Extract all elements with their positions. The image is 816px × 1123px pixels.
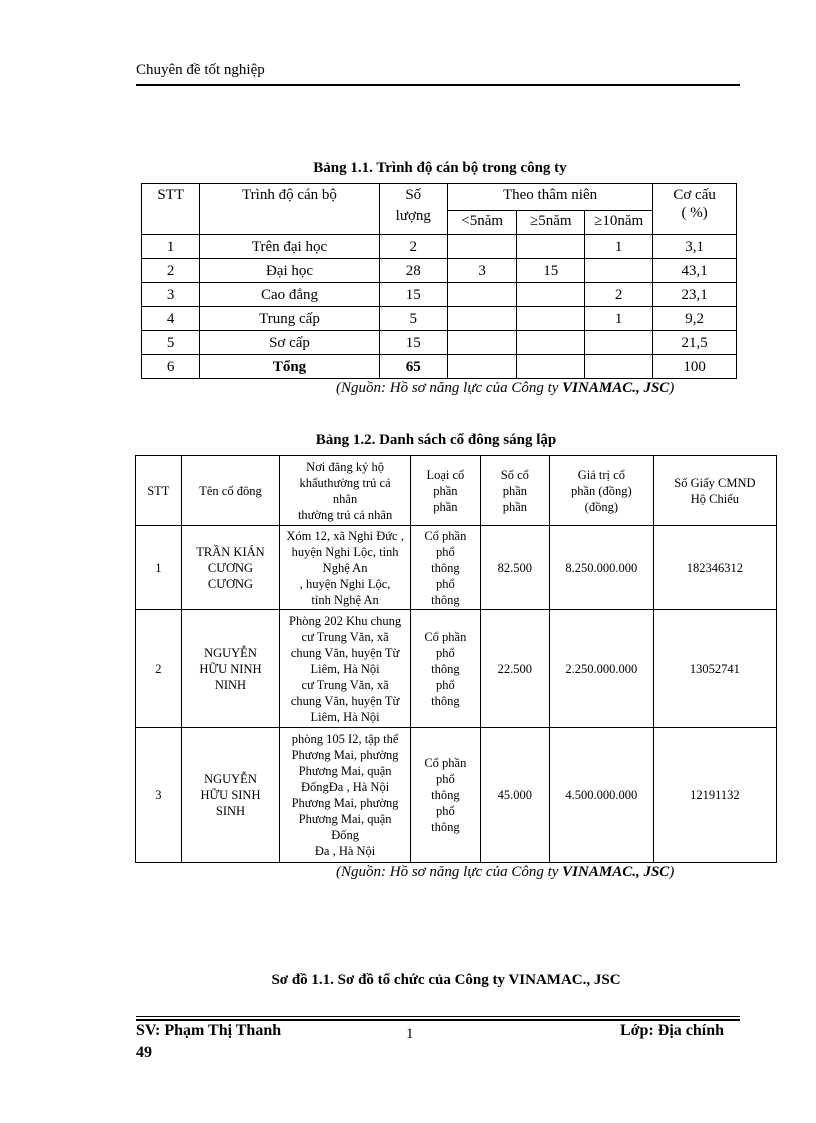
line: phần (433, 483, 458, 498)
table1-header-ge5: ≥5năm (517, 211, 585, 235)
ratio-cell: 43,1 (653, 259, 737, 283)
table1-header-ratio-line1: Cơ cấu (673, 187, 716, 203)
line: Hộ Chiếu (690, 491, 740, 506)
ge10-cell: 1 (585, 307, 653, 331)
table2-header-id (653, 456, 776, 526)
line: phổ (435, 677, 455, 692)
table1-header-lt5: <5năm (447, 211, 517, 235)
stt-cell: 4 (142, 307, 200, 331)
line: phần (502, 483, 528, 498)
ge10-cell (585, 259, 653, 283)
stt-cell: 3 (136, 728, 182, 863)
table1-header-ratio-line2: ( %) (681, 205, 708, 221)
stt-cell: 3 (142, 283, 200, 307)
line: phổ (435, 544, 455, 559)
table-row (142, 307, 737, 331)
table1-header-stt: STT (142, 184, 200, 235)
table-row (136, 728, 777, 863)
line: Cổ phần (424, 629, 467, 644)
count-cell: 5 (379, 307, 447, 331)
table1-header-ge10: ≥10năm (585, 211, 653, 235)
table2-caption: Bảng 1.2. Danh sách cổ đông sáng lập (315, 432, 557, 448)
table2-source-suffix: ) (669, 864, 675, 880)
line: thông (431, 661, 460, 676)
line: phòng 105 I2, tập thể (291, 732, 399, 746)
ratio-cell: 9,2 (653, 307, 737, 331)
line: HỮU SINH (200, 788, 261, 802)
line: Giá trị cổ (577, 467, 625, 482)
line: thông (431, 693, 460, 708)
line: Phương Mai, phường (291, 796, 399, 810)
table1-header-count-line2: lượng (395, 208, 431, 224)
name-cell (181, 526, 280, 610)
line: tỉnh Nghệ An (311, 592, 379, 607)
count-cell: 15 (379, 283, 447, 307)
line: phổ (435, 772, 455, 786)
line: SINH (215, 804, 246, 818)
share-count-cell: 22.500 (480, 610, 549, 728)
line: NGUYỄN (204, 645, 257, 660)
line: Liêm, Hà Nội (310, 661, 380, 676)
line: cư Trung Văn, xã (301, 629, 389, 644)
share-count-cell: 45.000 (480, 728, 549, 863)
lt5-cell (447, 355, 517, 379)
document-header-title: Chuyên đề tốt nghiệp (136, 62, 265, 78)
line: Loại cổ (426, 467, 465, 482)
ge5-cell (517, 355, 585, 379)
address-cell (280, 728, 411, 863)
ge10-cell (585, 331, 653, 355)
table1-header-level: Trình độ cán bộ (200, 184, 379, 235)
ratio-cell: 23,1 (653, 283, 737, 307)
stt-cell: 2 (142, 259, 200, 283)
table2-header-address (280, 456, 411, 526)
lt5-cell (447, 307, 517, 331)
table-row (142, 259, 737, 283)
table2-header-share-value (549, 456, 653, 526)
line: Nơi đăng ký hộ (306, 459, 384, 474)
line: TRẦN KIÁN (196, 544, 265, 559)
line: NINH (214, 677, 247, 692)
footer-student-number: 49 (136, 1044, 152, 1061)
table1-source-suffix: ) (669, 380, 675, 396)
staff-qualification-table (141, 183, 737, 379)
line: thông (431, 820, 460, 834)
share-value-cell: 8.250.000.000 (549, 526, 653, 610)
level-cell: Tổng (200, 355, 379, 379)
share-value-cell: 4.500.000.000 (549, 728, 653, 863)
count-cell: 15 (379, 331, 447, 355)
page-number: 1 (406, 1026, 414, 1042)
line: cư Trung Văn, xã (301, 677, 389, 692)
lt5-cell (447, 283, 517, 307)
ge5-cell (517, 331, 585, 355)
ge5-cell (517, 283, 585, 307)
footer-student: SV: Phạm Thị Thanh (136, 1022, 282, 1039)
table-row (142, 283, 737, 307)
line: Xóm 12, xã Nghi Đức , (286, 528, 404, 543)
count-cell: 65 (379, 355, 447, 379)
stt-cell: 1 (142, 235, 200, 259)
id-cell: 12191132 (653, 728, 776, 863)
table1-header-ratio (653, 184, 737, 235)
table-row (142, 235, 737, 259)
ge5-cell: 15 (517, 259, 585, 283)
line: chung Văn, huyện Từ (290, 645, 400, 660)
stt-cell: 5 (142, 331, 200, 355)
ge10-cell: 1 (585, 235, 653, 259)
share-count-cell: 82.500 (480, 526, 549, 610)
lt5-cell (447, 235, 517, 259)
line: Cổ phần (424, 756, 467, 770)
line: phần (đồng) (570, 483, 632, 498)
footer-divider (136, 1016, 740, 1017)
line: phổ (435, 645, 455, 660)
table-row (136, 526, 777, 610)
line: khẩuthường trú cá (299, 475, 391, 490)
id-cell: 182346312 (653, 526, 776, 610)
line: phổ (435, 576, 455, 591)
lt5-cell: 3 (447, 259, 517, 283)
table-row-total (142, 355, 737, 379)
table-row (136, 610, 777, 728)
line: thông (431, 788, 460, 802)
line: phần (433, 499, 458, 514)
share-type-cell (410, 526, 480, 610)
ge5-cell (517, 235, 585, 259)
table1-source-prefix: (Nguồn: Hồ sơ năng lực của Công ty (336, 380, 563, 396)
address-cell (280, 610, 411, 728)
table1-caption: Bảng 1.1. Trình độ cán bộ trong công ty (313, 160, 567, 176)
table1-header-count-line1: Số (405, 187, 422, 203)
line: (đồng) (584, 499, 618, 514)
table2-header-stt: STT (136, 456, 182, 526)
lt5-cell (447, 331, 517, 355)
table-row (142, 331, 737, 355)
table2-header-share-type (410, 456, 480, 526)
line: phần (502, 499, 528, 514)
line: NGUYỄN (204, 772, 257, 786)
table2-source-company: VINAMAC., JSC (562, 864, 670, 880)
line: Cổ phần (424, 528, 467, 543)
level-cell: Trung cấp (200, 307, 379, 331)
ratio-cell: 3,1 (653, 235, 737, 259)
table1-source (336, 380, 674, 397)
founding-shareholders-table (135, 455, 777, 863)
line: thông (431, 592, 460, 607)
line: phổ (435, 804, 455, 818)
line: thông (431, 560, 460, 575)
table1-header-seniority: Theo thâm niên (447, 184, 652, 211)
line: CƯƠNG (207, 576, 254, 591)
share-type-cell (410, 728, 480, 863)
line: HỮU NINH (199, 661, 262, 676)
name-cell (181, 728, 280, 863)
address-cell (280, 526, 411, 610)
share-value-cell: 2.250.000.000 (549, 610, 653, 728)
ge10-cell: 2 (585, 283, 653, 307)
line: nhân (332, 491, 358, 506)
table2-header-name: Tên cổ đông (181, 456, 280, 526)
table2-header-row (136, 456, 777, 526)
line: ĐốngĐa , Hà Nội (300, 780, 390, 794)
count-cell: 2 (379, 235, 447, 259)
header-divider (136, 84, 740, 86)
ratio-cell: 21,5 (653, 331, 737, 355)
ge5-cell (517, 307, 585, 331)
line: Đa , Hà Nội (314, 844, 376, 858)
table1-header-count (379, 184, 447, 235)
level-cell: Cao đẳng (200, 283, 379, 307)
line: huyện Nghi Lộc, tỉnh (291, 544, 399, 559)
stt-cell: 1 (136, 526, 182, 610)
line: chung Văn, huyện Từ (290, 693, 400, 708)
line: Số Giấy CMND (674, 475, 756, 490)
stt-cell: 6 (142, 355, 200, 379)
share-type-cell (410, 610, 480, 728)
line: Số cổ (500, 467, 529, 482)
line: Phương Mai, quận (298, 764, 392, 778)
line: Nghệ An (322, 560, 368, 575)
table1-source-company: VINAMAC., JSC (562, 380, 670, 396)
level-cell: Trên đại học (200, 235, 379, 259)
ratio-cell: 100 (653, 355, 737, 379)
line: Liêm, Hà Nội (310, 709, 380, 724)
ge10-cell (585, 355, 653, 379)
id-cell: 13052741 (653, 610, 776, 728)
name-cell (181, 610, 280, 728)
diagram-caption: Sơ đồ 1.1. Sơ đồ tổ chức của Công ty VINAMAC., JSC (271, 972, 621, 988)
line: Đống (331, 828, 359, 842)
count-cell: 28 (379, 259, 447, 283)
footer-class: Lớp: Địa chính (620, 1022, 724, 1039)
line: Phòng 202 Khu chung (289, 613, 402, 628)
line: Phương Mai, phường (291, 748, 399, 762)
stt-cell: 2 (136, 610, 182, 728)
level-cell: Sơ cấp (200, 331, 379, 355)
table2-header-share-count (480, 456, 549, 526)
footer-divider (136, 1019, 740, 1021)
table2-source (336, 864, 674, 881)
line: Phương Mai, quận (298, 812, 392, 826)
line: , huyện Nghi Lộc, (299, 576, 391, 591)
line: CƯƠNG (207, 560, 254, 575)
table2-source-prefix: (Nguồn: Hồ sơ năng lực của Công ty (336, 864, 563, 880)
line: thường trú cá nhân (297, 507, 393, 522)
level-cell: Đại học (200, 259, 379, 283)
